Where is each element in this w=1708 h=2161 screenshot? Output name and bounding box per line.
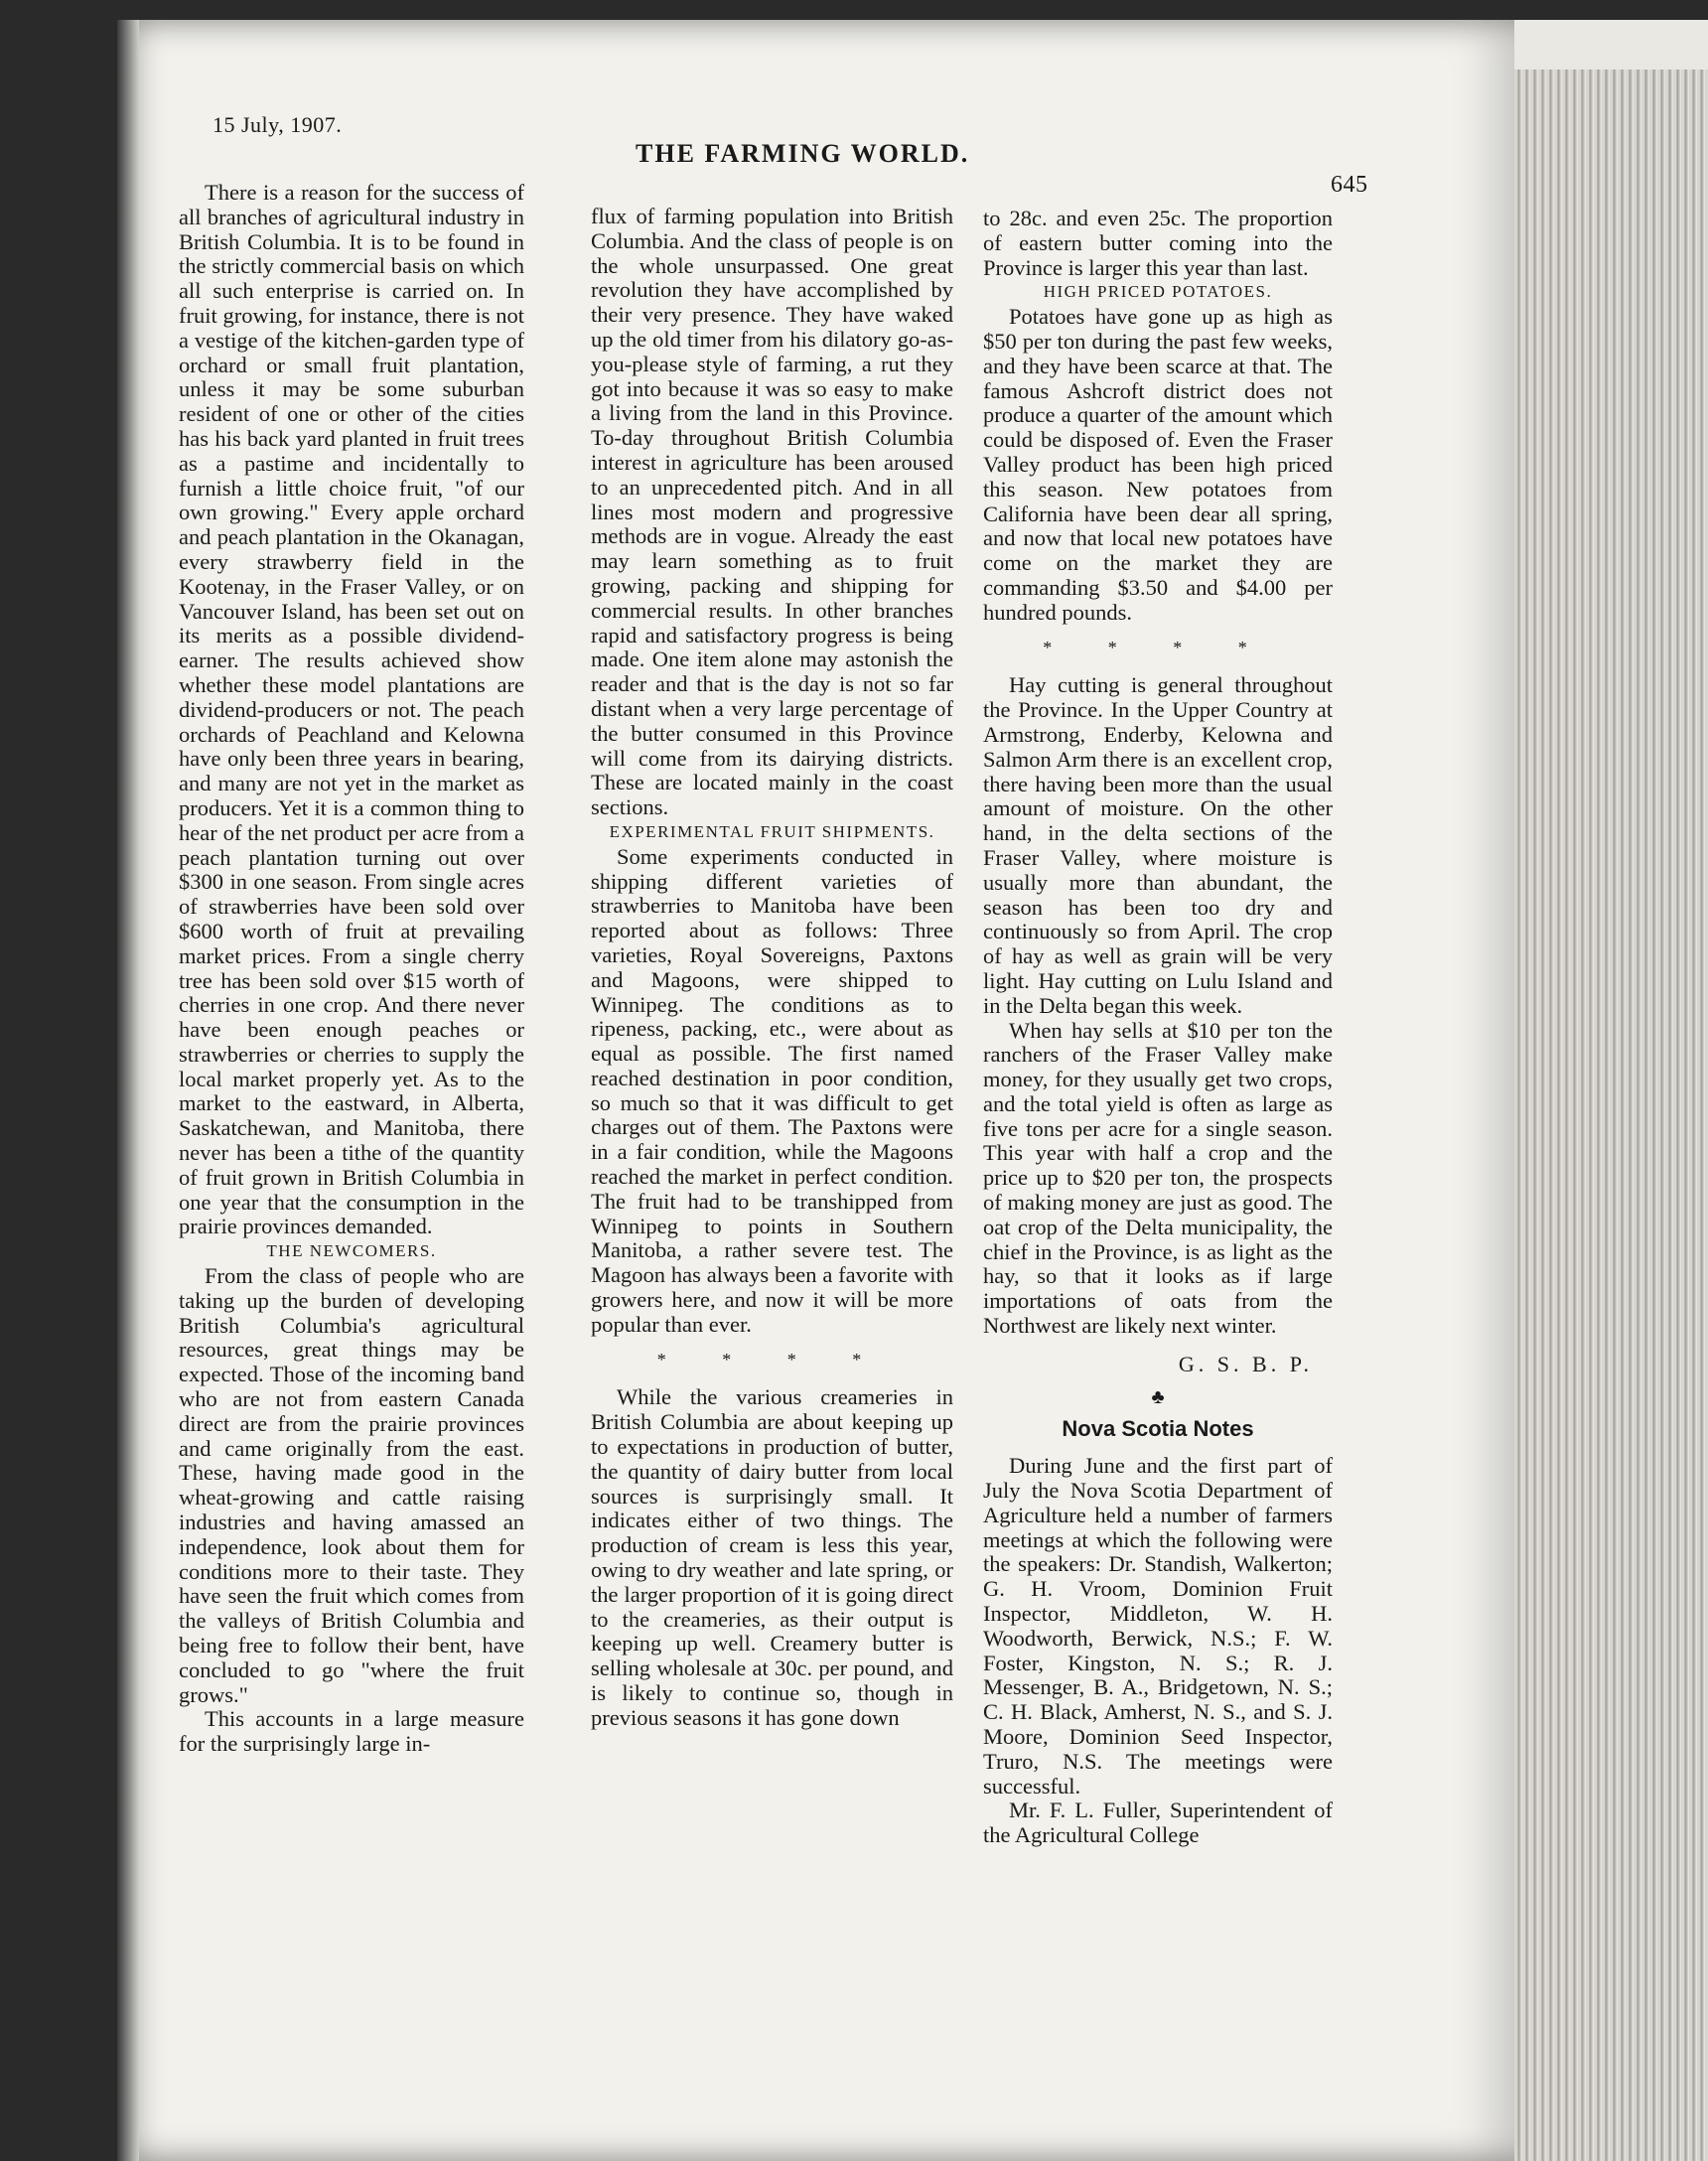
column-2 [591, 205, 953, 1731]
paragraph: During June and the first part of July the Nova Scotia Department of Agriculture held a number of farmers meetings at which the following were the speakers: Dr. Standish, Walkerton; G. H. Vroom, Dominion Fruit Inspector, Middleton, W. H. Woodworth, Berwick, N.S.; F. W. Foster, Kingston, N. S.; R. J. Messenger, B. A., Bridgetown, N. S.; C. H. Black, Amherst, N. S., and S. J. Moore, Dominion Seed Inspector, Truro, N.S. The meetings were successful. [983, 1453, 1333, 1799]
masthead: THE FARMING WORLD. [636, 139, 970, 168]
paragraph: While the various creameries in British Columbia are about keeping up to expectations in production of butter, the quantity of dairy butter from local sources is surprisingly small. It indicates either of two things. The production of cream is less this year, owing to dry weather and late spring, or the larger proportion of it is going direct to the creameries, as their output is keeping up well. Creamery butter is selling wholesale at 30c. per pound, and is likely to continue so, though in previous seasons it has gone down [591, 1384, 953, 1730]
paragraph: to 28c. and even 25c. The proportion of eastern butter coming into the Province is larger this year than last. [983, 206, 1333, 280]
paragraph: There is a reason for the success of all branches of agricultural industry in British Columbia. It is to be found in the strictly commercial basis on which all such enterprise is carried on. In fruit growing, for instance, there is not a vestige of the kitchen-garden type of orchard or small fruit plantation, unless it may be some suburban resident of one or other of the cities has his back yard planted in fruit trees as a pastime and incidentally to furnish a little choice fruit, "of our own growing." Every apple orchard and peach plantation in the Okanagan, every strawberry field in the Kootenay, in the Fraser Valley, or on Vancouver Island, has been set out on its merits as a possible dividend-earner. The results achieved show whether these model plantations are dividend-producers or not. The peach orchards of Peachland and Kelowna have only been three years in bearing, and many are not yet in the market as producers. Yet it is a common thing to hear of the net product per acre from a peach plantation turning out over $300 in one season. From single acres of strawberries have been sold over $600 worth of fruit at prevailing market prices. From a single cherry tree has been sold over $15 worth of cherries in one crop. And there never have been enough peaches or strawberries or cherries to supply the local market properly yet. As to the market to the eastward, in Alberta, Saskatchewan, and Manitoba, there never has been a tithe of the quantity of fruit grown in British Columbia in one year that the consumption in the prairie provinces demanded. [179, 180, 524, 1239]
issue-date: 15 July, 1907. [213, 112, 343, 137]
subheading-experimental-shipments: EXPERIMENTAL FRUIT SHIPMENTS. [609, 821, 935, 841]
page-edges-top [1514, 20, 1708, 70]
paragraph: When hay sells at $10 per ton the ranchers of the Fraser Valley make money, for they usually get two crops, and the total yield is often as large as five tons per acre for a single season. This year with half a crop and the price up to $20 per ton, the prospects of making money are just as good. The oat crop of the Delta municipality, the chief in the Province, is as light as the hay, so that it looks as if large importations of oats from the Northwest are likely next winter. [983, 1017, 1333, 1339]
section-divider-stars: * * * * [1043, 637, 1273, 657]
paragraph: From the class of people who are taking up the burden of developing British Columbia's agricultural resources, great things may be expected. Those of the incoming band who are not from eastern Canada direct are from the prairie provinces and came originally from the east. These, having made good in the wheat-growing and cattle raising industries and having amassed an independence, look about them for conditions more to their taste. They have seen the fruit which comes from the valleys of British Columbia and being free to follow their bent, have concluded to go "where the fruit grows." [179, 1263, 524, 1707]
page-edges [1514, 70, 1708, 2161]
subheading-potatoes: HIGH PRICED POTATOES. [1043, 282, 1273, 302]
column-3 [983, 207, 1333, 1848]
paragraph: flux of farming population into British Columbia. And the class of people is on the whole unsurpassed. One great revolution they have accomplished by their very presence. They have waked up the old timer from his dilatory go-as-you-please style of farming, a rut they got into because it was so easy to make a living from the land in this Province. To-day throughout British Columbia interest in agriculture has been aroused to an unprecedented pitch. And in all lines most modern and progressive methods are in vogue. Already the east may learn something as to fruit growing, packing and shipping for commercial results. In other branches rapid and satisfactory progress is being made. One item alone may astonish the reader and that is the day is not so far distant when a very large percentage of the butter consumed in this Province will come from its dairying districts. These are located mainly in the coast sections. [591, 204, 953, 820]
author-signature: G. S. B. P. [1178, 1351, 1313, 1376]
ornament-icon: ♣ [1151, 1385, 1165, 1408]
paragraph: Mr. F. L. Fuller, Superintendent of the Agricultural College [983, 1798, 1333, 1848]
page-number: 645 [1331, 172, 1368, 198]
binding-gutter [117, 20, 139, 2161]
paragraph: This accounts in a large measure for the surprisingly large in- [179, 1706, 524, 1757]
subheading-newcomers: THE NEWCOMERS. [266, 1241, 437, 1261]
paragraph: Some experiments conducted in shipping different varieties of strawberries to Manitoba have been reported about as follows: Three varieties, Royal Sovereigns, Paxtons and Magoons, were shipped to Winnipeg. The conditions as to ripeness, packing, etc., were about as equal as possible. The first named reached destination in poor condition, so much so that it was difficult to get charges out of them. The Paxtons were in a fair condition, while the Magoons reached the market in perfect condition. The fruit had to be transhipped from Winnipeg to points in Southern Manitoba, a rather severe test. The Magoon has always been a favorite with growers here, and now it will be more popular than ever. [591, 843, 953, 1337]
column-1 [179, 181, 524, 1757]
paragraph: Hay cutting is general throughout the Province. In the Upper Country at Armstrong, Enderby, Kelowna and Salmon Arm there is an excellent crop, there having been more than the usual amount of moisture. On the other hand, in the delta sections of the Fraser Valley, where moisture is usually more than abundant, the season has been too dry and continuously so from April. The crop of hay as well as grain will be very light. Hay cutting on Lulu Island and in the Delta began this week. [983, 672, 1333, 1018]
section-title-nova-scotia: Nova Scotia Notes [1062, 1416, 1254, 1442]
paragraph: Potatoes have gone up as high as $50 per ton during the past few weeks, and they have been scarce at that. The famous Ashcroft district does not produce a quarter of the amount which could be disposed of. Even the Fraser Valley product has been high priced this season. New potatoes from California have been dear all spring, and now that local new potatoes have come on the market they are commanding $3.50 and $4.00 per hundred pounds. [983, 304, 1333, 625]
section-divider-stars: * * * * [656, 1349, 888, 1369]
